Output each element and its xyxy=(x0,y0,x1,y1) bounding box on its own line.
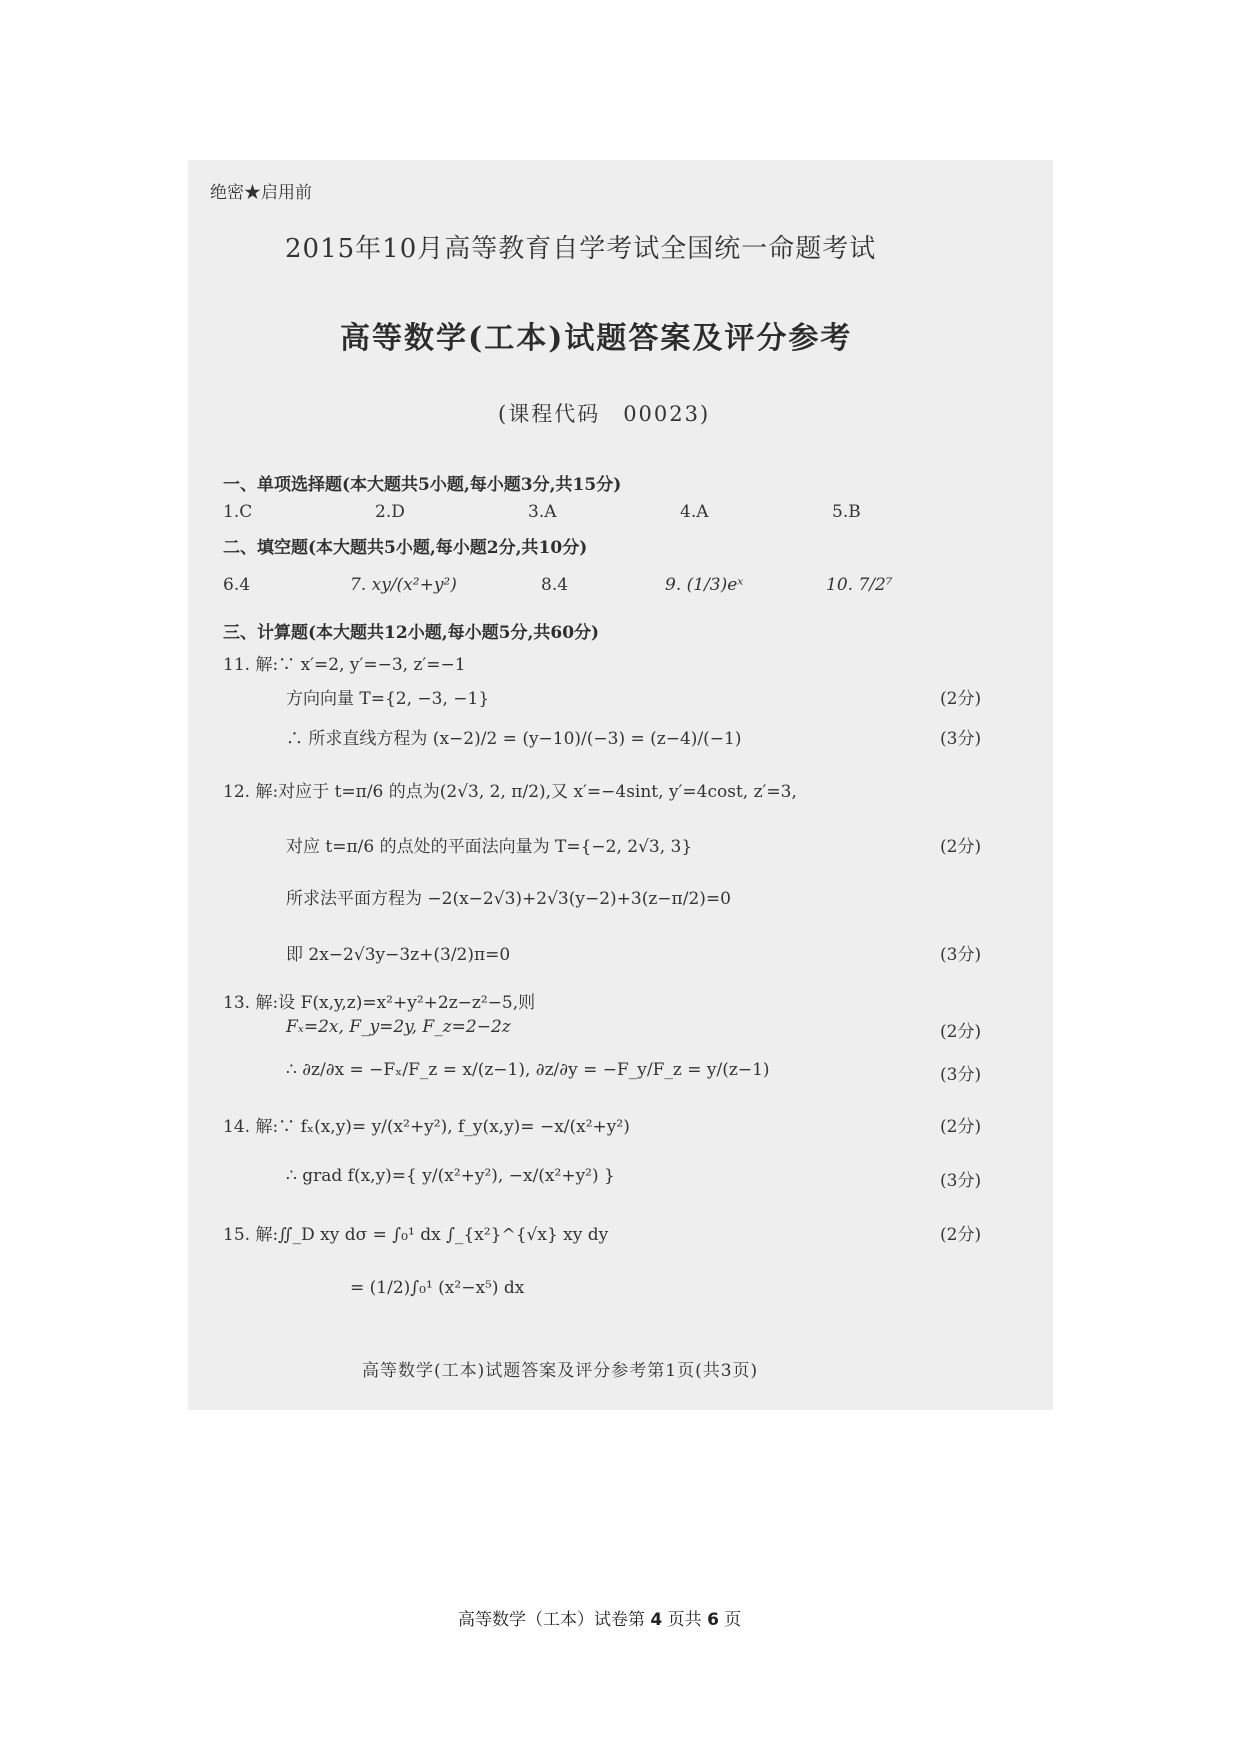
answer-3: 3.A xyxy=(528,502,557,522)
q12-line3: 所求法平面方程为 −2(x−2√3)+2√3(y−2)+3(z−π/2)=0 xyxy=(286,889,731,909)
answer-8: 8.4 xyxy=(541,575,569,595)
answer-6: 6.4 xyxy=(223,575,251,595)
page-footer xyxy=(458,1605,741,1630)
answer-1: 1.C xyxy=(223,502,253,522)
q11-score3: (3分) xyxy=(940,729,982,749)
q11-line3: ∴ 所求直线方程为 (x−2)/2 = (y−10)/(−3) = (z−4)/(−1) xyxy=(286,729,742,749)
answer-2: 2.D xyxy=(375,502,405,522)
answer-5: 5.B xyxy=(832,502,861,522)
q14-line1: 14. 解:∵ fₓ(x,y)= y/(x²+y²), f_y(x,y)= −x/(x²+y²) xyxy=(223,1117,630,1137)
q13-line2: Fₓ=2x, F_y=2y, F_z=2−2z xyxy=(286,1017,511,1037)
answer-10: 10. 7/2⁷ xyxy=(826,575,893,595)
answer-4: 4.A xyxy=(680,502,709,522)
page-footer-suffix: 页 xyxy=(718,1610,742,1630)
q14-score1: (2分) xyxy=(940,1117,982,1137)
q15-score1: (2分) xyxy=(940,1225,982,1245)
q11-line1: 11. 解:∵ x′=2, y′=−3, z′=−1 xyxy=(223,655,466,675)
q14-score2: (3分) xyxy=(940,1171,982,1191)
q14-line2: ∴ grad f(x,y)={ y/(x²+y²), −x/(x²+y²) } xyxy=(286,1166,615,1186)
exam-title: 2015年10月高等教育自学考试全国统一命题考试 xyxy=(285,234,877,264)
q12-line1: 12. 解:对应于 t=π/6 的点为(2√3, 2, π/2),又 x′=−4sint, y′=4cost, z′=3, xyxy=(223,782,797,802)
q11-line2: 方向向量 T={2, −3, −1} xyxy=(286,689,490,709)
course-code: (课程代码 00023) xyxy=(498,402,711,426)
page-footer-mid: 页共 xyxy=(662,1610,708,1630)
answer-9: 9. (1/3)eˣ xyxy=(665,575,744,595)
q12-line2: 对应 t=π/6 的点处的平面法向量为 T={−2, 2√3, 3} xyxy=(286,837,693,857)
section1-title: 一、单项选择题(本大题共5小题,每小题3分,共15分) xyxy=(223,475,622,495)
q15-line2: = (1/2)∫₀¹ (x²−x⁵) dx xyxy=(350,1278,525,1298)
section3-title: 三、计算题(本大题共12小题,每小题5分,共60分) xyxy=(223,623,600,643)
q12-line4: 即 2x−2√3y−3z+(3/2)π=0 xyxy=(286,945,511,965)
q11-score2: (2分) xyxy=(940,689,982,709)
q12-score2: (2分) xyxy=(940,837,982,857)
page-footer-prefix: 高等数学（工本）试卷第 xyxy=(458,1610,651,1630)
answer-7: 7. xy/(x²+y²) xyxy=(350,575,457,595)
paper-title: 高等数学(工本)试题答案及评分参考 xyxy=(340,321,853,356)
page-total: 6 xyxy=(707,1610,719,1630)
q13-line1: 13. 解:设 F(x,y,z)=x²+y²+2z−z²−5,则 xyxy=(223,993,536,1013)
scan-footer: 高等数学(工本)试题答案及评分参考第1页(共3页) xyxy=(362,1361,759,1381)
q12-score4: (3分) xyxy=(940,945,982,965)
confidential-label: 绝密★启用前 xyxy=(210,183,312,203)
page-number: 4 xyxy=(650,1610,663,1630)
q13-score3: (3分) xyxy=(940,1065,982,1085)
q13-score2: (2分) xyxy=(940,1022,982,1042)
q15-line1: 15. 解:∬_D xy dσ = ∫₀¹ dx ∫_{x²}^{√x} xy dy xyxy=(223,1225,609,1245)
section2-title: 二、填空题(本大题共5小题,每小题2分,共10分) xyxy=(223,538,588,558)
q13-line3: ∴ ∂z/∂x = −Fₓ/F_z = x/(z−1), ∂z/∂y = −F_y/F_z = y/(z−1) xyxy=(286,1060,770,1080)
